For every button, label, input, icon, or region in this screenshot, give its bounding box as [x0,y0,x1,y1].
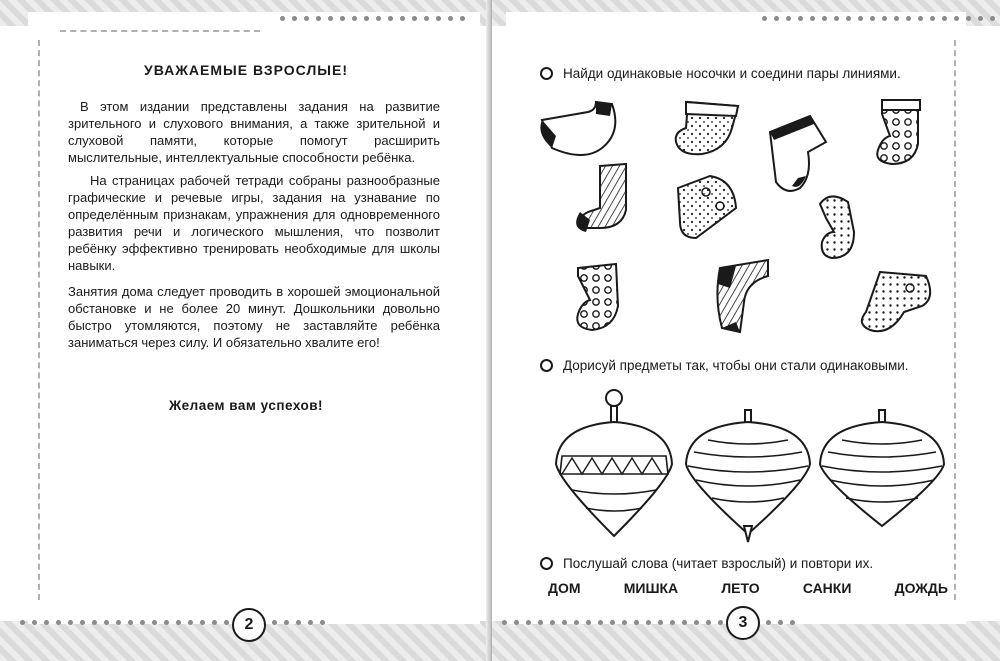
word-item: САНКИ [802,580,852,596]
sock-plain-2 [770,116,826,191]
left-page [0,0,492,661]
advice-paragraph: Занятия дома следует проводить в хорошей эмоциональной обстановке и не более 20 минут. Дошкольники довольно быстро утомляются, поэтому не заставляйте ребёнка заниматься через силу. И обязательно хвалите его! [68,284,440,350]
word-item: МИШКА [623,580,679,596]
dot-row [762,16,1000,21]
spinning-top-3 [820,410,944,526]
sock-dotted-1 [678,176,736,238]
margin-dashes [38,40,40,600]
spinning-tops [548,386,948,546]
sock-speckled-1 [676,102,738,154]
sock-polka-2 [577,264,618,330]
word-item: ЛЕТО [721,580,760,596]
bullet-icon [540,67,553,80]
sock-polka-1 [877,100,920,164]
task-text: Послушай слова (читает взрослый) и повтори их. [563,556,874,571]
bullet-icon [540,557,553,570]
task-text: Дорисуй предметы так, чтобы они стали одинаковыми. [563,358,909,373]
word-item: ДОЖДЬ [894,580,948,596]
word-item: ДОМ [548,580,581,596]
margin-dashes [954,40,956,600]
task-repeat-words [540,556,873,571]
sock-dotted-2 [820,196,854,258]
intro-paragraph: В этом издании представлены задания на развитие зрительного и слухового внимания, а также зрительной и слуховой памяти, которые помогут расширить мыслительные, интеллектуальные способности ребёнка. [68,99,440,165]
page-number: 2 [232,608,266,642]
workbook-paragraph: На страницах рабочей тетради собраны разнообразные графические и речевые игры, задания на узнавание по определённым признакам, упражнения для одновременного развития речи и логического мышления, что позволит ребёнку эффективно тренировать необходимые для школы навыки. [68,173,440,273]
bullet-icon [540,359,553,372]
dot-row-bottom [20,620,325,625]
sock-striped-1 [576,164,626,232]
spinning-top-2 [686,410,810,542]
task-find-socks [540,66,901,81]
task-text: Найди одинаковые носочки и соедини пары линиями. [563,66,901,81]
page-heading: УВАЖАЕМЫЕ ВЗРОСЛЫЕ! [144,62,348,78]
sock-striped-2 [717,260,768,332]
sock-dotted-3 [862,272,930,331]
dot-row [280,16,465,21]
socks-illustration [530,92,950,352]
page-number: 3 [726,606,760,640]
closing-wish: Желаем вам успехов! [168,398,324,413]
word-list [548,580,948,596]
top-dashes [60,30,260,32]
task-complete-tops [540,358,909,373]
sock-plain-1 [540,102,615,155]
spinning-top-1 [556,390,672,536]
